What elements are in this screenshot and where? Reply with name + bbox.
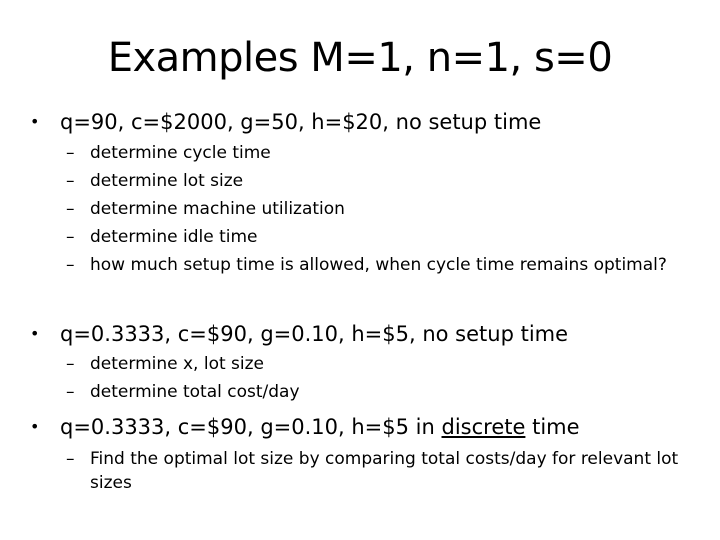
dash-marker: – [66, 143, 75, 163]
dash-marker: – [66, 171, 75, 191]
bullet-dot: • [30, 324, 40, 343]
sub-item-text: determine x, lot size [90, 354, 265, 374]
sub-item [66, 139, 271, 167]
sub-item [66, 350, 264, 378]
bullet-item-3 [30, 413, 580, 441]
sub-item [66, 447, 686, 495]
dash-marker: – [66, 382, 75, 402]
sub-item-text: determine lot size [90, 171, 244, 191]
bullet-dot: • [30, 112, 40, 131]
sub-item-text: determine idle time [90, 227, 258, 247]
bullet-text-after: time [525, 415, 580, 439]
sub-item [66, 167, 243, 195]
bullet-text-before: q=0.3333, c=$90, g=0.10, h=$5 in [60, 415, 442, 439]
sub-item-text: how much setup time is allowed, when cycle time remains optimal? [90, 255, 667, 275]
dash-marker: – [66, 199, 75, 219]
sub-item [66, 378, 300, 406]
bullet-item-1 [30, 108, 541, 136]
sub-item [66, 195, 345, 223]
bullet-text: q=0.3333, c=$90, g=0.10, h=$5, no setup time [60, 322, 569, 346]
dash-marker: – [66, 255, 75, 275]
dash-marker: – [66, 354, 75, 374]
bullet-item-2 [30, 320, 568, 348]
dash-marker: – [66, 449, 75, 469]
underlined-term: discrete [441, 415, 526, 439]
bullet-text: q=90, c=$2000, g=50, h=$20, no setup time [60, 110, 542, 134]
sub-item-text: determine total cost/day [90, 382, 300, 402]
sub-item-text: determine cycle time [90, 143, 271, 163]
sub-item-text: Find the optimal lot size by comparing total costs/day for relevant lot sizes [90, 449, 679, 493]
bullet-dot: • [30, 417, 40, 436]
sub-item [66, 223, 258, 251]
sub-item [66, 251, 667, 279]
slide-title: Examples M=1, n=1, s=0 [107, 35, 613, 81]
sub-item-text: determine machine utilization [90, 199, 345, 219]
dash-marker: – [66, 227, 75, 247]
